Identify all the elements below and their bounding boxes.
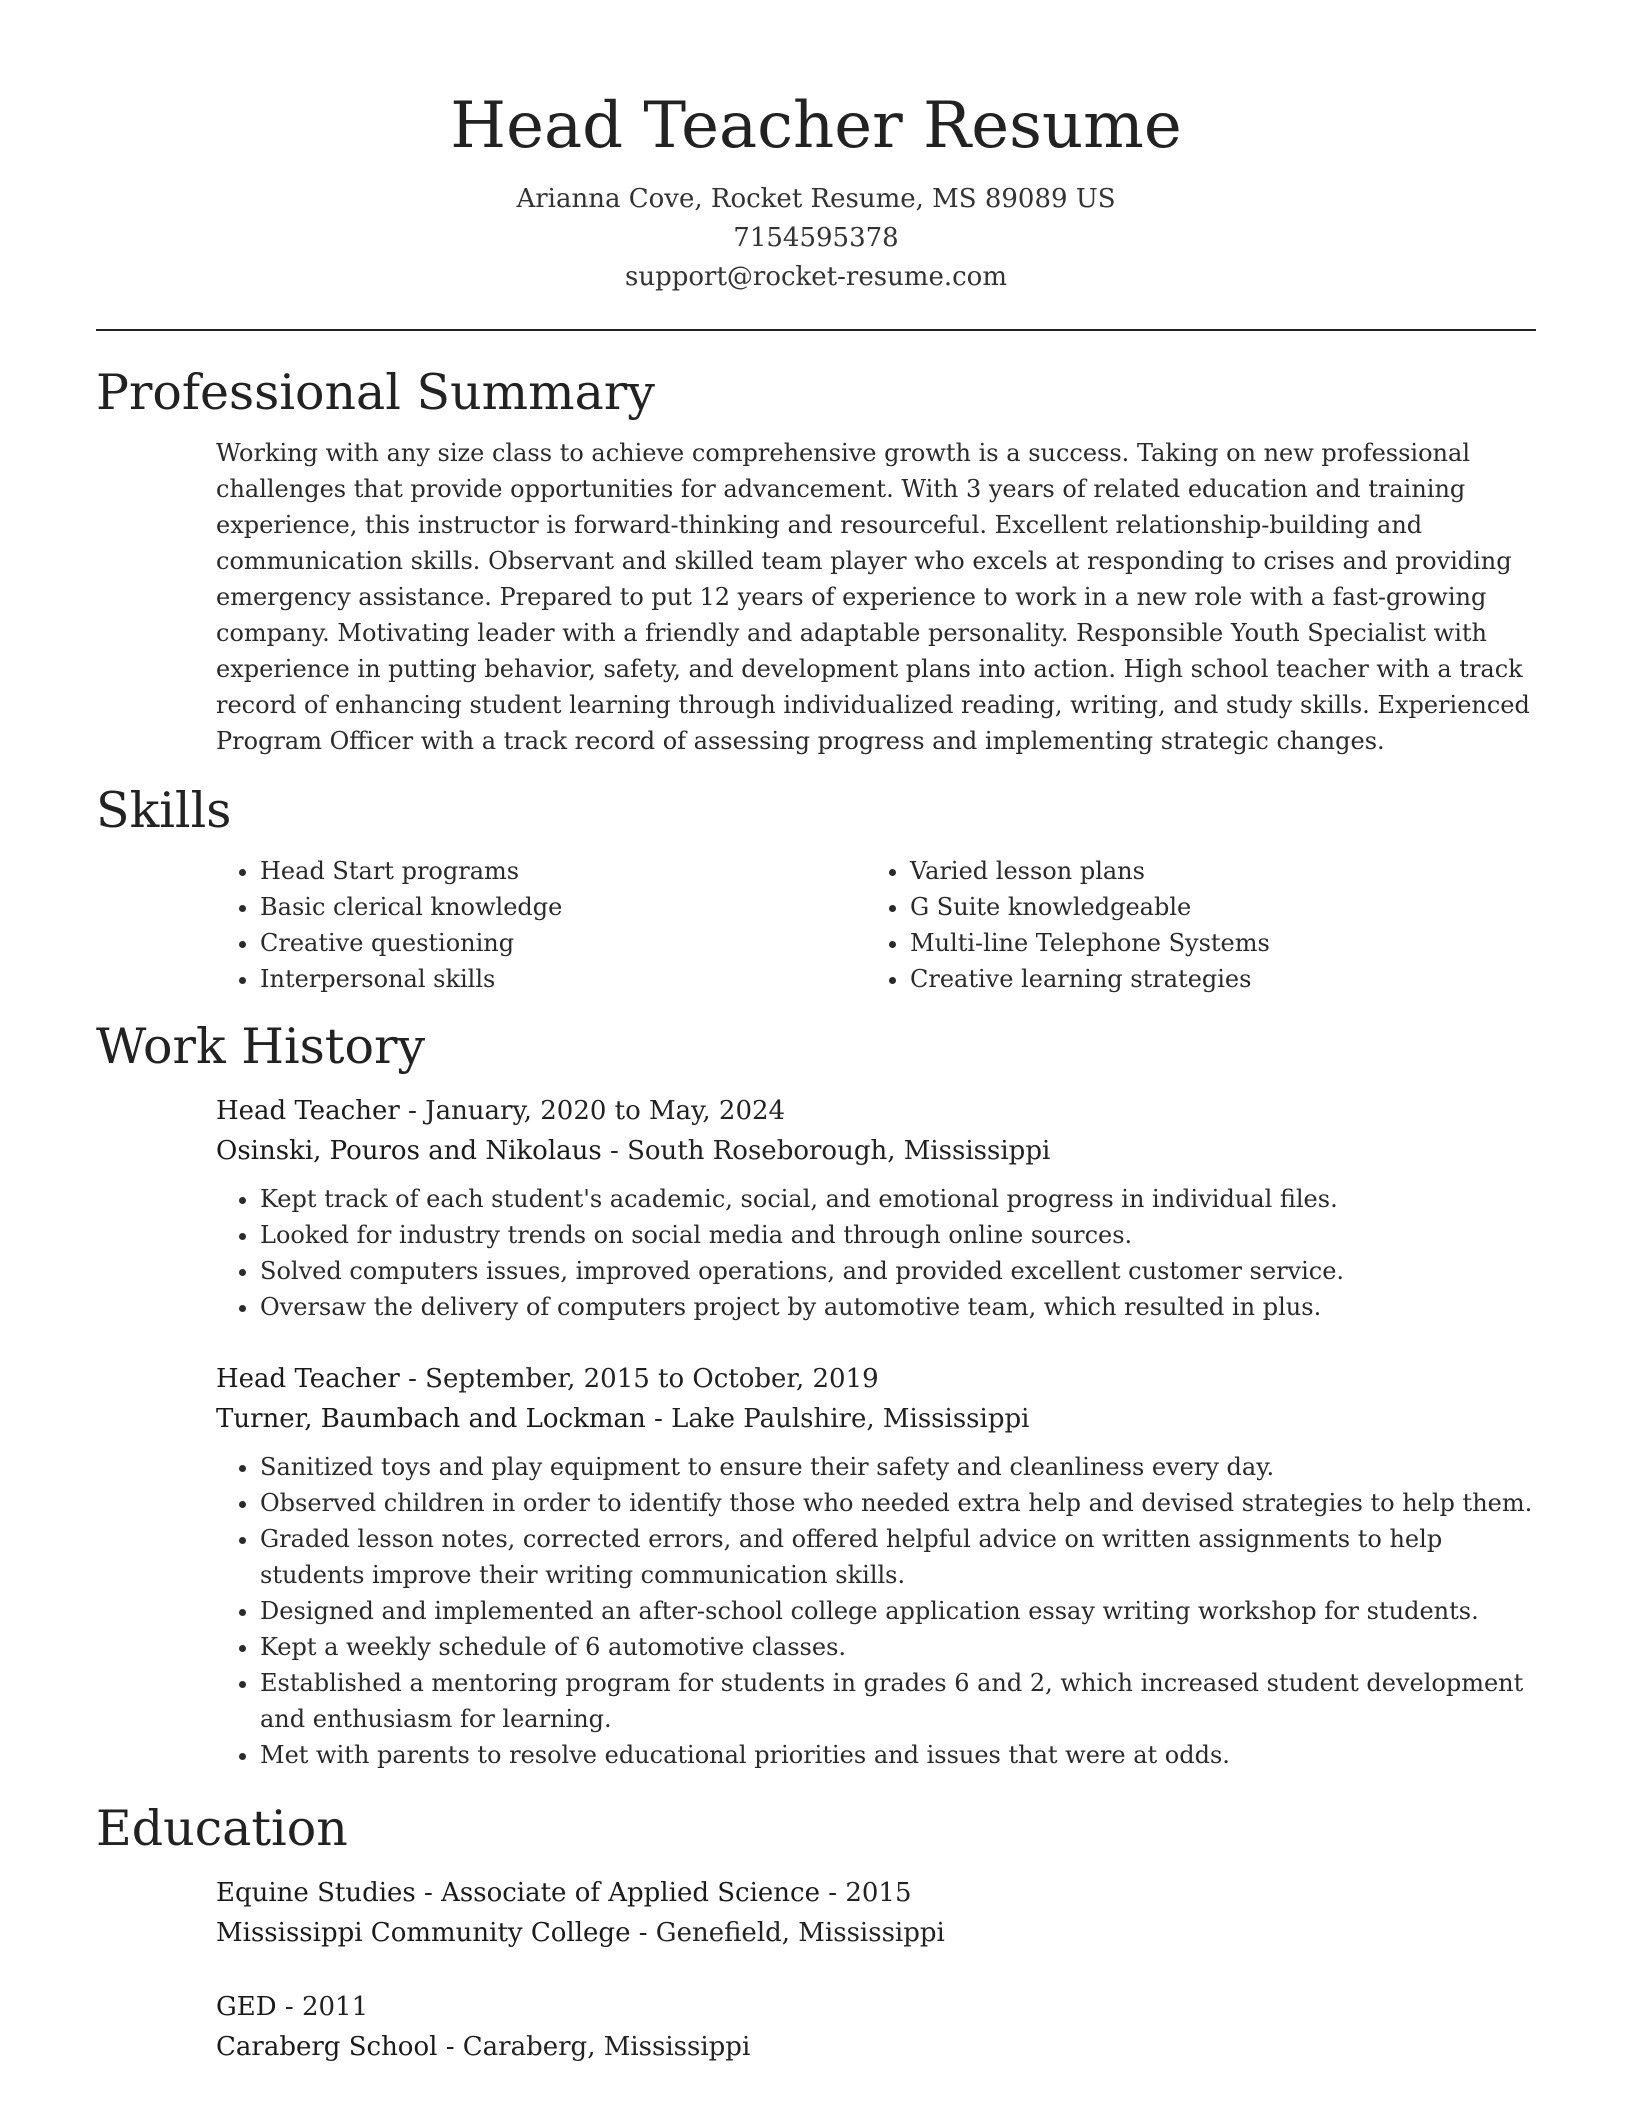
resume-page xyxy=(96,0,1536,2067)
education-entry xyxy=(96,1987,1536,2067)
education-year: 2015 xyxy=(845,1878,912,1908)
job-bullet: • Kept a weekly schedule of 6 automotive classes. xyxy=(260,1629,1536,1665)
job-bullet: • Designed and implemented an after-school college application essay writing workshop for students. xyxy=(260,1593,1536,1629)
job-title-line: Head Teacher - September, 2015 to October, 2019 xyxy=(216,1364,879,1394)
skills-heading: Skills xyxy=(96,782,232,839)
job-bullet: • Looked for industry trends on social media and through online sources. xyxy=(260,1217,1536,1253)
education-degree: Associate of Applied Science xyxy=(441,1878,821,1908)
job-role: Head Teacher xyxy=(216,1096,400,1126)
job-entry xyxy=(96,1091,1536,1325)
education-year: 2011 xyxy=(301,1992,369,2022)
job-bullet: • Observed children in order to identify those who needed extra help and devised strategies to help them. xyxy=(260,1485,1536,1521)
contact-block xyxy=(96,180,1536,297)
job-entry xyxy=(96,1359,1536,1773)
skill-item: • Basic clerical knowledge xyxy=(260,889,910,925)
education-school-line: Mississippi Community College - Genefield, Mississippi xyxy=(216,1918,945,1948)
job-dates: January, 2020 to May, 2024 xyxy=(425,1096,786,1126)
job-dates: September, 2015 to October, 2019 xyxy=(425,1364,879,1394)
skill-item: • Interpersonal skills xyxy=(260,961,910,997)
education-degree-line: Equine Studies - Associate of Applied Science - 2015 xyxy=(216,1878,912,1908)
job-bullet: • Sanitized toys and play equipment to ensure their safety and cleanliness every day. xyxy=(260,1449,1536,1485)
skill-item: • Creative questioning xyxy=(260,925,910,961)
education-location: Caraberg, Mississippi xyxy=(462,2032,751,2062)
summary-text: Working with any size class to achieve comprehensive growth is a success. Taking on new professional challenges that provide opportunities for advancement. With 3 years of related education and training experience, this instructor is forward-thinking and resourceful. Excellent relationship-building and communication skills. Observant and skilled team player who excels at responding to crises and providing emergency assistance. Prepared to put 12 years of experience to work in a new role with a fast-growing company. Motivating leader with a friendly and adaptable personality. Responsible Youth Specialist with experience in putting behavior, safety, and development plans into action. High school teacher with a track record of enhancing student learning through individualized reading, writing, and study skills. Experienced Program Officer with a track record of assessing progress and implementing strategic changes. xyxy=(216,439,1530,755)
skill-item: • Varied lesson plans xyxy=(910,853,1530,889)
job-bullet: • Solved computers issues, improved operations, and provided excellent customer service. xyxy=(260,1253,1536,1289)
work-history-heading: Work History xyxy=(96,1018,426,1075)
contact-email: support@rocket-resume.com xyxy=(624,262,1007,292)
skill-item: • Creative learning strategies xyxy=(910,961,1530,997)
job-location: Lake Paulshire, Mississippi xyxy=(671,1404,1030,1434)
contact-phone: 7154595378 xyxy=(733,223,899,253)
skills-grid xyxy=(96,853,1536,997)
job-title-line: Head Teacher - January, 2020 to May, 2024 xyxy=(216,1096,786,1126)
contact-address: Arianna Cove, Rocket Resume, MS 89089 US xyxy=(516,184,1116,214)
education-field: Equine Studies xyxy=(216,1878,416,1908)
skills-column-left xyxy=(96,853,910,997)
summary-section xyxy=(96,435,1536,759)
skills-column-right xyxy=(910,853,1530,997)
job-bullets xyxy=(216,1449,1536,1773)
skill-item: • Head Start programs xyxy=(260,853,910,889)
education-heading: Education xyxy=(96,1800,348,1857)
education-location: Genefield, Mississippi xyxy=(655,1918,945,1948)
education-entry xyxy=(96,1873,1536,1953)
education-field: GED xyxy=(216,1992,277,2022)
education-degree-line: GED - 2011 xyxy=(216,1992,369,2022)
job-company-line: Osinski, Pouros and Nikolaus - South Roseborough, Mississippi xyxy=(216,1136,1051,1166)
job-bullet: • Oversaw the delivery of computers project by automotive team, which resulted in plus. xyxy=(260,1289,1536,1325)
education-school: Mississippi Community College xyxy=(216,1918,631,1948)
resume-header xyxy=(96,0,1536,297)
education-school: Caraberg School xyxy=(216,2032,438,2062)
job-location: South Roseborough, Mississippi xyxy=(627,1136,1051,1166)
job-bullet: • Met with parents to resolve educational priorities and issues that were at odds. xyxy=(260,1737,1536,1773)
summary-heading: Professional Summary xyxy=(96,364,655,421)
education-school-line: Caraberg School - Caraberg, Mississippi xyxy=(216,2032,751,2062)
skill-item: • Multi-line Telephone Systems xyxy=(910,925,1530,961)
header-divider xyxy=(96,329,1536,331)
resume-title: Head Teacher Resume xyxy=(450,89,1182,163)
skill-item: • G Suite knowledgeable xyxy=(910,889,1530,925)
job-bullets xyxy=(216,1181,1536,1325)
job-bullet: • Kept track of each student's academic, social, and emotional progress in individual files. xyxy=(260,1181,1536,1217)
job-bullet: • Graded lesson notes, corrected errors, and offered helpful advice on written assignments to help students improve their writing communication skills. xyxy=(260,1521,1536,1593)
job-company-line: Turner, Baumbach and Lockman - Lake Paulshire, Mississippi xyxy=(216,1404,1030,1434)
job-company: Turner, Baumbach and Lockman xyxy=(216,1404,646,1434)
job-role: Head Teacher xyxy=(216,1364,400,1394)
job-bullet: • Established a mentoring program for students in grades 6 and 2, which increased student development and enthusiasm for learning. xyxy=(260,1665,1536,1737)
job-company: Osinski, Pouros and Nikolaus xyxy=(216,1136,602,1166)
